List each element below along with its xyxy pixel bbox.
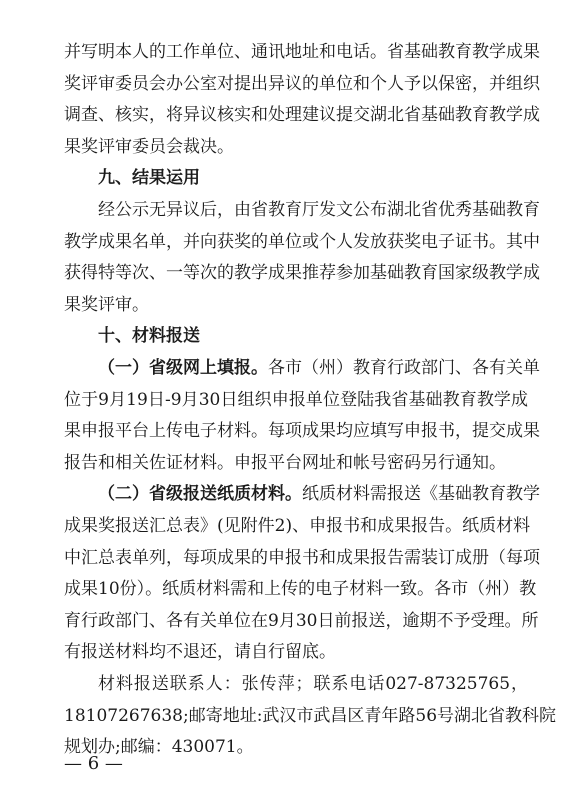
paragraph-line: 并写明本人的工作单位、通讯地址和电话。省基础教育教学成果: [64, 42, 540, 62]
paragraph-line: 成果奖报送汇总表》(见附件2)、申报书和成果报告。纸质材料: [64, 516, 531, 536]
section-heading-10: 十、材料报送: [98, 326, 200, 347]
paragraph-line: 果奖评审。: [64, 294, 149, 315]
paragraph-line: 育行政部门、各有关单位在9月30日前报送，逾期不予受理。所: [64, 610, 539, 631]
paragraph-line: 位于9月19日-9月30日组织申报单位登陆我省基础教育教学成: [64, 389, 528, 410]
page-number: — 6 —: [64, 753, 123, 774]
paragraph-line: 有报送材料均不退还，请自行留底。: [64, 642, 336, 663]
paragraph-line: 18107267638;邮寄地址:武汉市武昌区青年路56号湖北省教科院: [64, 705, 557, 726]
paragraph-line: 成果10份）。纸质材料需和上传的电子材料一致。各市（州）教: [64, 579, 537, 600]
subsection-lead: （一）省级网上填报。: [98, 358, 268, 378]
paragraph-line: [98, 482, 540, 506]
paragraph-line: 果奖评审委员会裁决。: [64, 136, 234, 157]
paragraph-line: 奖评审委员会办公室对提出异议的单位和个人予以保密，并组织: [64, 73, 540, 94]
paragraph-text: 纸质材料需报送《基础教育教学: [302, 484, 540, 505]
subsection-lead: （二）省级报送纸质材料。: [98, 484, 302, 505]
paragraph-line: 材料报送联系人：张传萍；联系电话027-87325765，: [98, 674, 528, 694]
paragraph-line: [98, 356, 540, 380]
paragraph-line: 规划办;邮编：430071。: [64, 737, 254, 758]
paragraph-line: 教学成果名单，并向获奖的单位或个人发放获奖电子证书。其中: [64, 231, 540, 252]
paragraph-line: 经公示无异议后，由省教育厅发文公布湖北省优秀基础教育: [98, 200, 540, 220]
section-heading-9: 九、结果运用: [98, 168, 200, 189]
paragraph-text: 各市（州）教育行政部门、各有关单: [268, 358, 540, 378]
paragraph-line: 调查、核实，将异议核实和处理建议提交湖北省基础教育教学成: [64, 105, 540, 126]
paragraph-line: 获得特等次、一等次的教学成果推荐参加基础教育国家级教学成: [64, 263, 540, 284]
paragraph-line: 果申报平台上传电子材料。每项成果均应填写申报书，提交成果: [64, 421, 540, 442]
paragraph-line: 报告和相关佐证材料。申报平台网址和帐号密码另行通知。: [64, 452, 506, 473]
paragraph-line: 中汇总表单列，每项成果的申报书和成果报告需装订成册（每项: [64, 547, 540, 568]
